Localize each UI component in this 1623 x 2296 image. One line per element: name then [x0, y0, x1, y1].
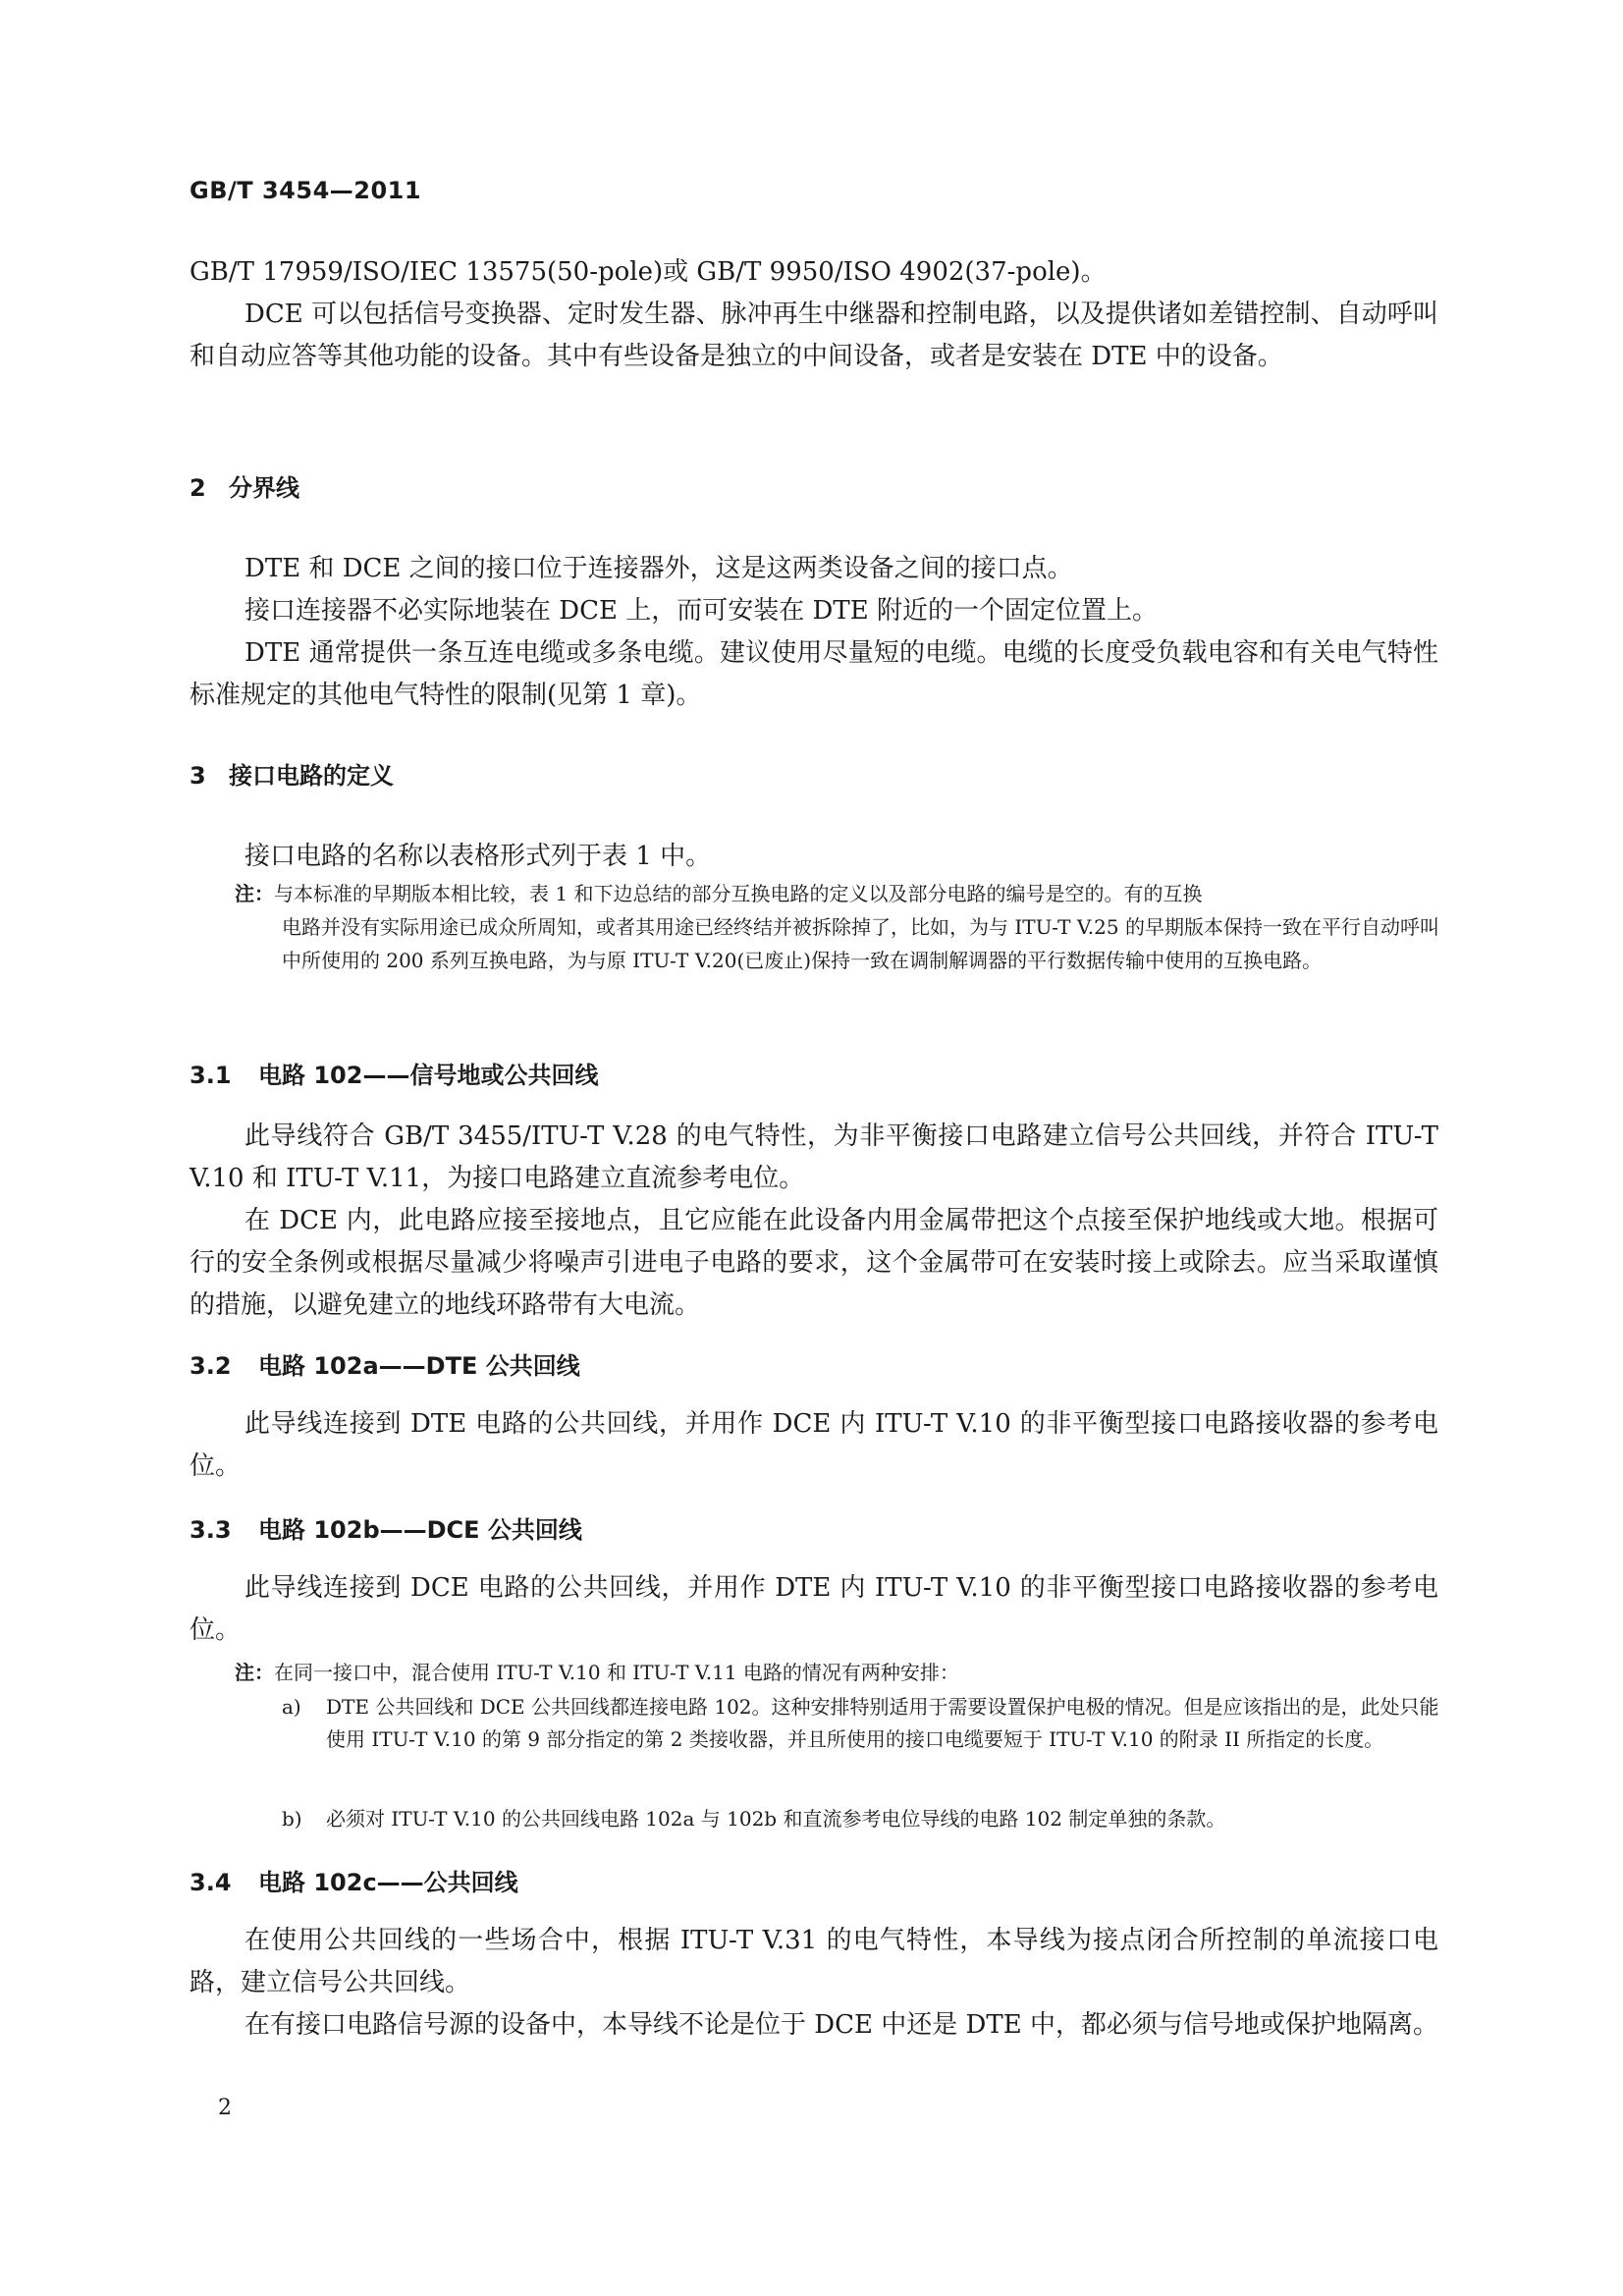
intro-paragraph-2: DCE 可以包括信号变换器、定时发生器、脉冲再生中继器和控制电路，以及提供诸如差错控制、自动呼叫和自动应答等其他功能的设备。其中有些设备是独立的中间设备，或者是安装在 DTE 中的设备。 [189, 300, 1438, 371]
section-title: 分界线 [229, 474, 299, 502]
section-number: 3.3 [189, 1516, 232, 1544]
page-number: 2 [218, 2096, 232, 2120]
note-text-first-line: 与本标准的早期版本相比较，表 1 和下边总结的部分互换电路的定义以及部分电路的编号是空的。有的互换 [274, 882, 1203, 905]
section-number: 2 [189, 474, 206, 502]
section-number: 3.4 [189, 1869, 232, 1896]
section-3-3-note [235, 1656, 1439, 1689]
section-title: 电路 102b——DCE 公共回线 [258, 1516, 582, 1544]
section-number: 3.1 [189, 1062, 232, 1089]
document-id-header: GB/T 3454—2011 [189, 177, 422, 204]
section-number: 3.2 [189, 1352, 232, 1380]
section-2-heading [189, 468, 299, 503]
section-title: 接口电路的定义 [229, 762, 394, 790]
section-3-2-paragraph-1: 此导线连接到 DTE 电路的公共回线，并用作 DCE 内 ITU-T V.10 的非平衡型接口电路接收器的参考电位。 [189, 1409, 1438, 1481]
note-label: 注： [235, 882, 274, 905]
list-item-text: 必须对 ITU-T V.10 的公共回线电路 102a 与 102b 和直流参考电位导线的电路 102 制定单独的条款。 [326, 1807, 1226, 1831]
intro-paragraph-1: GB/T 17959/ISO/IEC 13575(50-pole)或 GB/T 9950/ISO 4902(37-pole)。 [189, 257, 1107, 287]
section-3-4-paragraph-2: 在有接口电路信号源的设备中，本导线不论是位于 DCE 中还是 DTE 中，都必须与信号地或保护地隔离。 [244, 2010, 1438, 2040]
section-2-paragraph-2: 接口连接器不必实际地装在 DCE 上，而可安装在 DTE 附近的一个固定位置上。 [244, 596, 1158, 626]
list-item-text: DTE 公共回线和 DCE 公共回线都连接电路 102。这种安排特别适用于需要设置保护电极的情况。但是应该指出的是，此处只能使用 ITU-T V.10 的第 9 部分指定的第 2 类接收器，并且所使用的接口电缆要短于 ITU-T V.10 的附录 II 所指定的长度。 [326, 1695, 1439, 1751]
note-label: 注： [235, 1661, 274, 1684]
section-number: 3 [189, 762, 206, 790]
section-3-1-heading [189, 1056, 598, 1090]
section-3-note [235, 877, 1439, 977]
section-3-3-heading [189, 1510, 582, 1545]
note-text: 在同一接口中，混合使用 ITU-T V.10 和 ITU-T V.11 电路的情况有两种安排： [274, 1661, 959, 1684]
section-3-1-paragraph-1: 此导线符合 GB/T 3455/ITU-T V.28 的电气特性，为非平衡接口电路建立信号公共回线，并符合 ITU-T V.10 和 ITU-T V.11，为接口电路建立直流参考电位。 [189, 1121, 1438, 1193]
section-2-paragraph-1: DTE 和 DCE 之间的接口位于连接器外，这是这两类设备之间的接口点。 [244, 554, 1073, 583]
note-list-item-a [282, 1691, 1439, 1756]
section-3-4-paragraph-1: 在使用公共回线的一些场合中，根据 ITU-T V.31 的电气特性，本导线为接点闭合所控制的单流接口电路，建立信号公共回线。 [189, 1926, 1438, 1997]
list-marker: a) [282, 1695, 301, 1719]
list-marker: b) [282, 1807, 302, 1831]
section-title: 电路 102——信号地或公共回线 [258, 1062, 599, 1089]
section-3-3-paragraph-1: 此导线连接到 DCE 电路的公共回线，并用作 DTE 内 ITU-T V.10 的非平衡型接口电路接收器的参考电位。 [189, 1573, 1438, 1645]
section-title: 电路 102c——公共回线 [258, 1869, 518, 1896]
section-2-paragraph-3: DTE 通常提供一条互连电缆或多条电缆。建议使用尽量短的电缆。电缆的长度受负载电容和有关电气特性标准规定的其他电气特性的限制(见第 1 章)。 [189, 638, 1438, 710]
section-3-2-heading [189, 1346, 580, 1381]
note-text-rest: 电路并没有实际用途已成众所周知，或者其用途已经终结并被拆除掉了，比如，为与 ITU-T V.25 的早期版本保持一致在平行自动呼叫中所使用的 200 系列互换电路，为与原 ITU-T V.20(已废止)保持一致在调制解调器的平行数据传输中使用的互换电路。 [282, 915, 1439, 972]
section-3-1-paragraph-2: 在 DCE 内，此电路应接至接地点，且它应能在此设备内用金属带把这个点接至保护地线或大地。根据可行的安全条例或根据尽量减少将噪声引进电子电路的要求，这个金属带可在安装时接上或除去。应当采取谨慎的措施，以避免建立的地线环路带有大电流。 [189, 1206, 1438, 1320]
note-list-item-b [282, 1803, 1439, 1835]
section-3-4-heading [189, 1863, 518, 1897]
section-3-paragraph-1: 接口电路的名称以表格形式列于表 1 中。 [244, 842, 712, 871]
section-3-heading [189, 756, 394, 791]
section-title: 电路 102a——DTE 公共回线 [258, 1352, 580, 1380]
